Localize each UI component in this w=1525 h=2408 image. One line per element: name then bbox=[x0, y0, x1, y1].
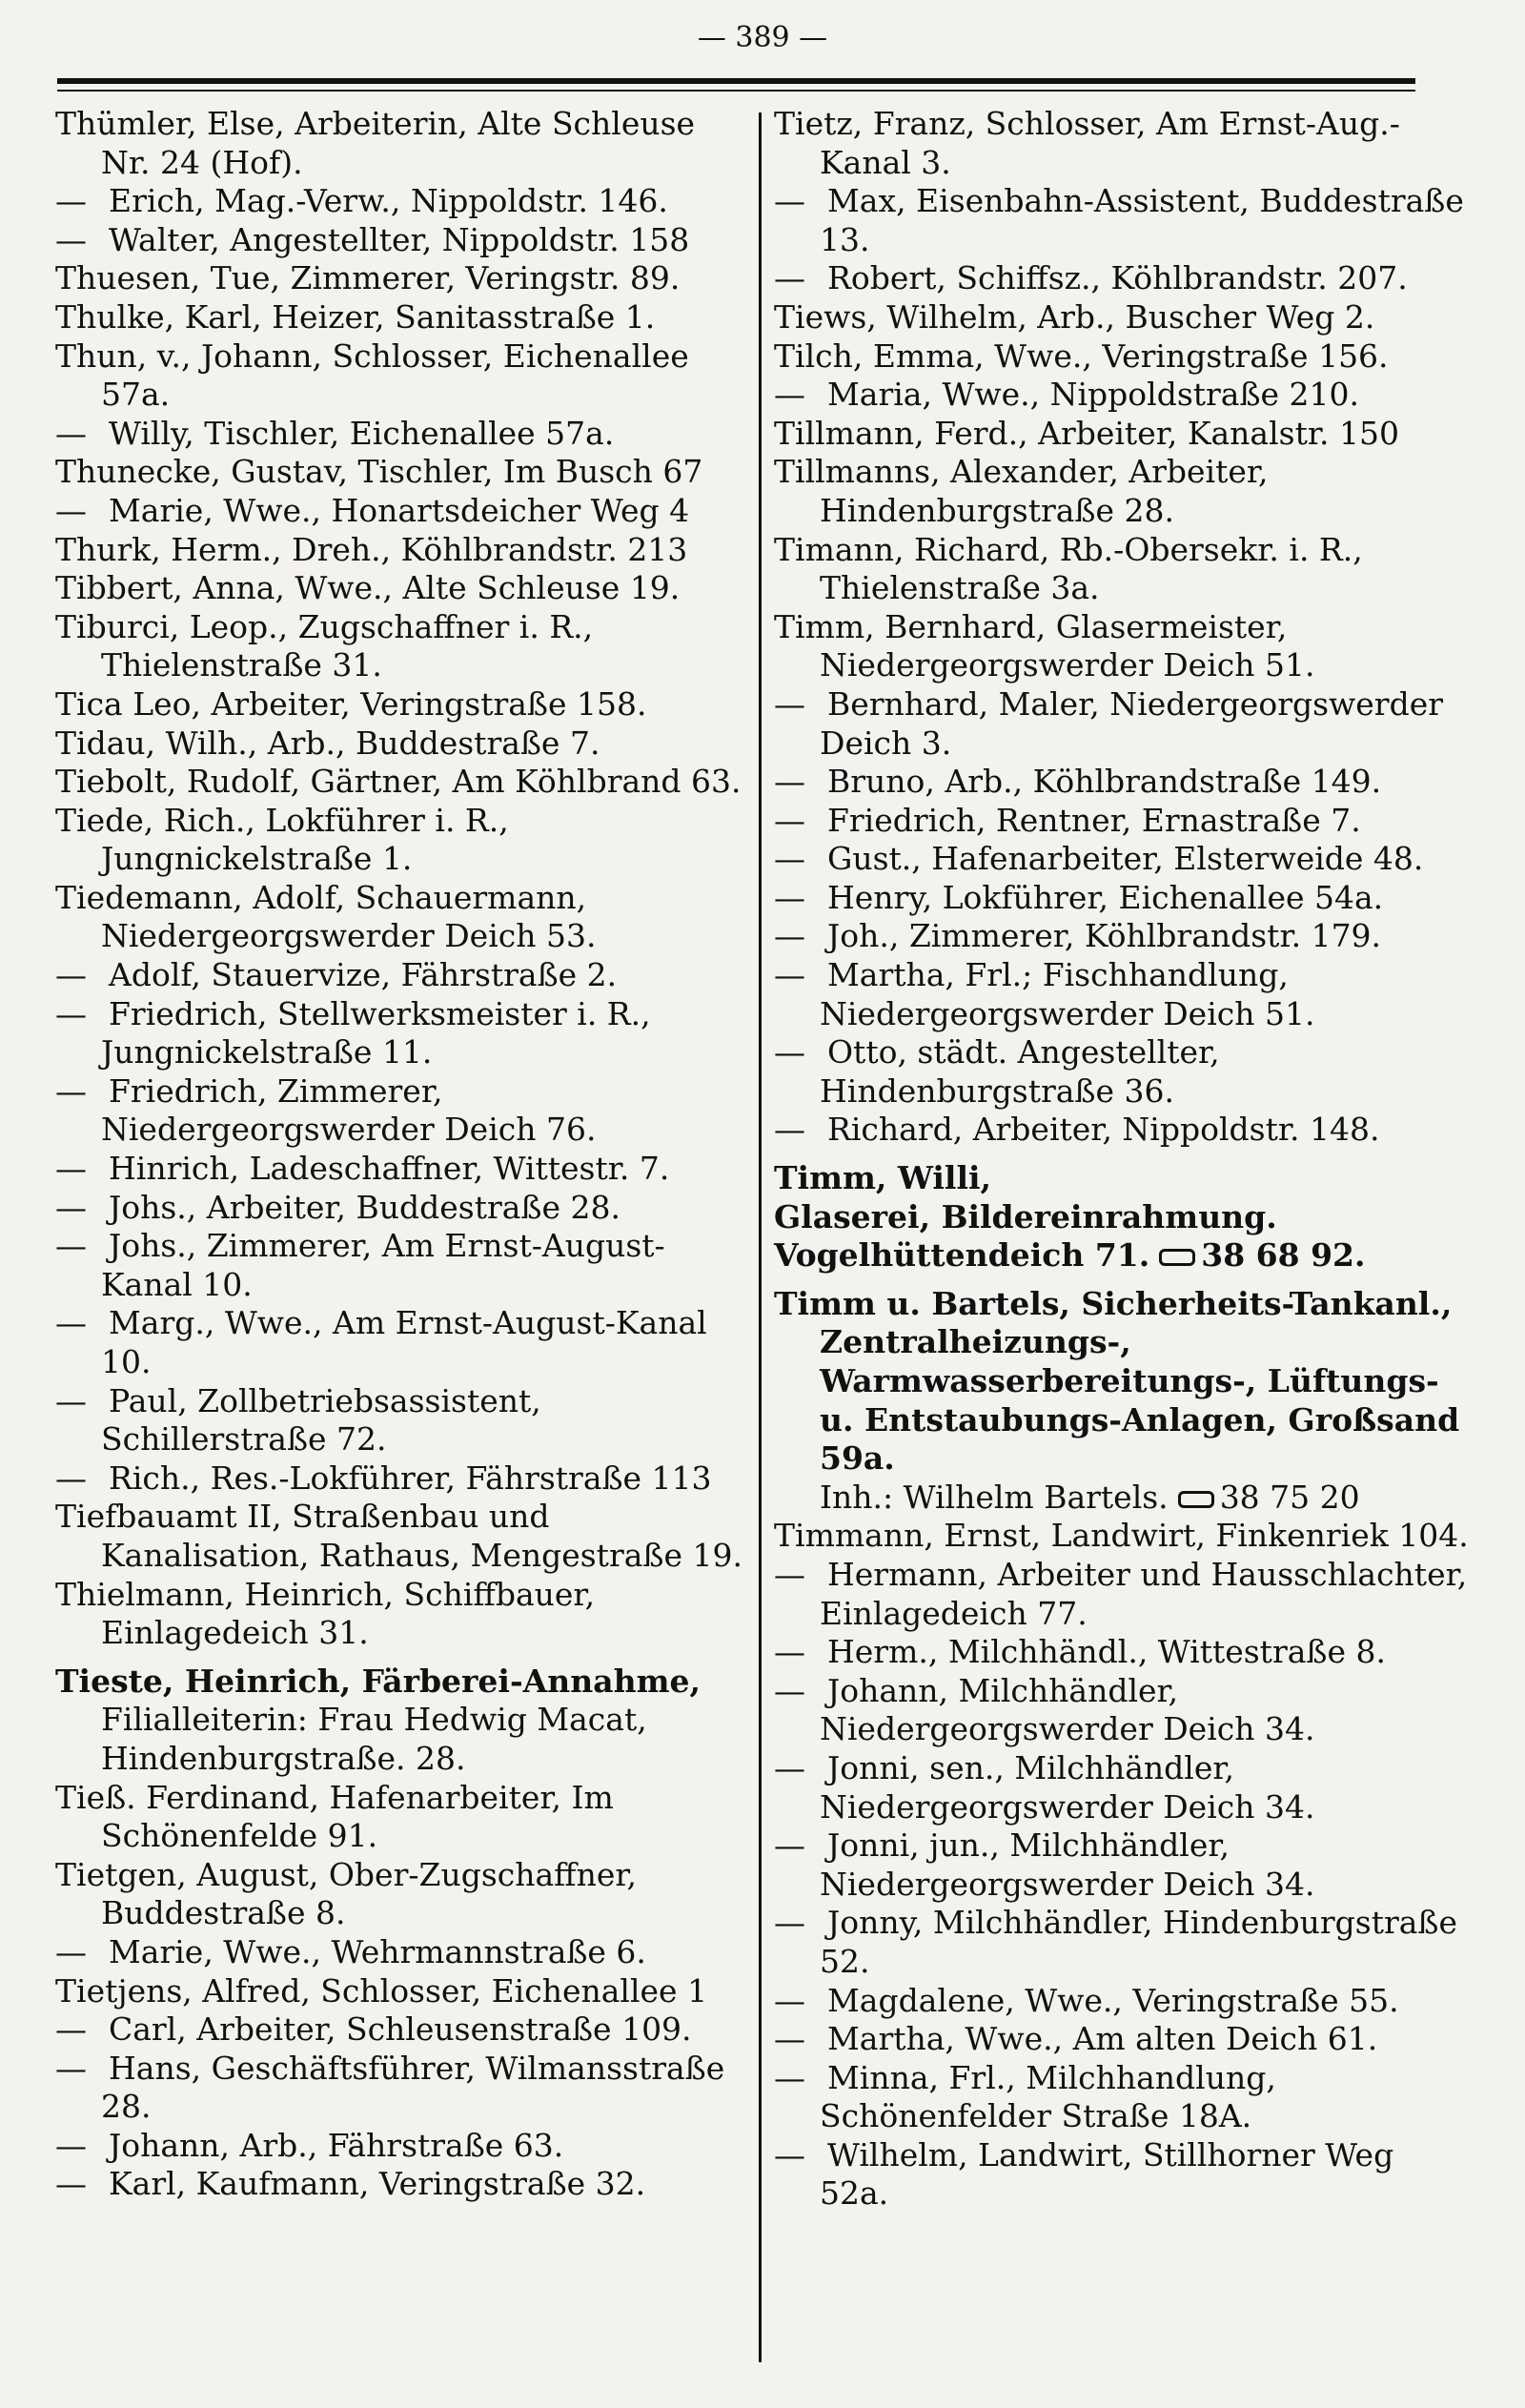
directory-entry bbox=[774, 1159, 1470, 1275]
directory-entry bbox=[774, 763, 1470, 802]
directory-entry bbox=[774, 298, 1470, 337]
entry-text: Thurk, Herm., Dreh., Köhlbrandstr. 213 bbox=[55, 530, 688, 568]
directory-entry bbox=[774, 1111, 1470, 1150]
entry-text: Johs., Zimmerer, Am Ernst-August-Kanal 10. bbox=[101, 1227, 665, 1303]
entry-text: Max, Eisenbahn-Assistent, Buddestraße 13. bbox=[820, 182, 1464, 258]
entry-text: Marie, Wwe., Wehrmannstraße 6. bbox=[109, 1932, 646, 1970]
repeat-dash: — bbox=[774, 259, 805, 297]
repeat-dash: — bbox=[55, 1381, 87, 1419]
directory-entry bbox=[774, 337, 1470, 377]
entry-text: Friedrich, Zimmerer, Niedergeorgswerder Deich 76. bbox=[101, 1071, 597, 1149]
repeat-dash: — bbox=[774, 1633, 805, 1671]
repeat-dash: — bbox=[774, 1671, 805, 1709]
left-column bbox=[55, 105, 751, 2204]
entry-text: Johann, Milchhändler, Niedergeorgswerder Deich 34. bbox=[820, 1671, 1315, 1748]
right-column bbox=[774, 105, 1470, 2214]
entry-text: Adolf, Stauervize, Fährstraße 2. bbox=[109, 956, 618, 994]
repeat-dash: — bbox=[774, 1981, 805, 2019]
entry-text: Marg., Wwe., Am Ernst-August-Kanal 10. bbox=[101, 1304, 707, 1380]
entry-text: Hinrich, Ladeschaffner, Wittestr. 7. bbox=[109, 1150, 670, 1188]
directory-entry bbox=[55, 685, 751, 724]
entry-text: Willy, Tischler, Eichenallee 57a. bbox=[109, 414, 615, 452]
directory-entry bbox=[774, 1826, 1470, 1904]
entry-text: Tiburci, Leop., Zugschaffner i. R., Thielenstraße 31. bbox=[55, 607, 594, 684]
directory-entry bbox=[55, 531, 751, 570]
directory-entry bbox=[774, 182, 1470, 259]
directory-entry bbox=[55, 259, 751, 298]
entry-text: Tiebolt, Rudolf, Gärtner, Am Köhlbrand 63. bbox=[55, 763, 742, 801]
directory-entry bbox=[774, 2136, 1470, 2214]
repeat-dash: — bbox=[55, 1459, 87, 1497]
directory-entry bbox=[55, 337, 751, 415]
header-rule-thin bbox=[57, 90, 1415, 92]
entry-text: Henry, Lokführer, Eichenallee 54a. bbox=[827, 878, 1384, 916]
entry-text: Magdalene, Wwe., Veringstraße 55. bbox=[827, 1981, 1399, 2019]
directory-entry bbox=[774, 1633, 1470, 1672]
directory-entry bbox=[774, 2059, 1470, 2136]
entry-text: Johann, Arb., Fährstraße 63. bbox=[109, 2126, 564, 2164]
phone-number: 38 75 20 bbox=[1219, 1478, 1360, 1516]
directory-entry bbox=[55, 453, 751, 492]
entry-text: Tiede, Rich., Lokführer i. R., Jungnickelstraße 1. bbox=[55, 801, 509, 878]
entry-business: Glaserei, Bildereinrahmung. bbox=[774, 1197, 1277, 1235]
entry-text: Rich., Res.-Lokführer, Fährstraße 113 bbox=[109, 1459, 712, 1497]
entry-text: Wilhelm, Landwirt, Stillhorner Weg 52a. bbox=[820, 2135, 1394, 2213]
directory-entry bbox=[774, 1285, 1470, 1518]
directory-entry bbox=[55, 995, 751, 1072]
directory-entry bbox=[55, 1498, 751, 1575]
repeat-dash: — bbox=[774, 840, 805, 878]
repeat-dash: — bbox=[774, 1826, 805, 1865]
column-divider bbox=[759, 112, 762, 2362]
directory-entry bbox=[55, 1972, 751, 2011]
directory-entry bbox=[774, 1033, 1470, 1111]
repeat-dash: — bbox=[774, 1748, 805, 1786]
directory-entry bbox=[774, 415, 1470, 454]
entry-text: Herm., Milchhändl., Wittestraße 8. bbox=[827, 1633, 1386, 1671]
directory-entry bbox=[55, 1933, 751, 1972]
directory-entry bbox=[55, 608, 751, 685]
entry-text: Thuesen, Tue, Zimmerer, Veringstr. 89. bbox=[55, 259, 681, 297]
directory-entry bbox=[774, 917, 1470, 956]
repeat-dash: — bbox=[774, 2020, 805, 2058]
entry-text: Tieß. Ferdinand, Hafenarbeiter, Im Schönenfelde 91. bbox=[55, 1778, 614, 1855]
repeat-dash: — bbox=[774, 1033, 805, 1071]
entry-text: Tietgen, August, Ober-Zugschaffner, Buddestraße 8. bbox=[55, 1855, 638, 1932]
directory-entry bbox=[55, 1150, 751, 1189]
repeat-dash: — bbox=[774, 1555, 805, 1593]
directory-entry bbox=[55, 1227, 751, 1304]
repeat-dash: — bbox=[774, 801, 805, 839]
directory-entry bbox=[774, 840, 1470, 879]
directory-entry bbox=[774, 1556, 1470, 1633]
directory-entry bbox=[55, 182, 751, 221]
directory-entry bbox=[774, 1749, 1470, 1826]
entry-text: Bernhard, Maler, Niedergeorgswerder Deich 3. bbox=[820, 684, 1444, 762]
directory-entry bbox=[774, 956, 1470, 1033]
repeat-dash: — bbox=[55, 1071, 87, 1110]
entry-text: Tillmann, Ferd., Arbeiter, Kanalstr. 150 bbox=[774, 414, 1399, 452]
entry-text: Otto, städt. Angestellter, Hindenburgstraße 36. bbox=[820, 1033, 1220, 1110]
entry-text: Thun, v., Johann, Schlosser, Eichenallee 57a. bbox=[55, 337, 689, 414]
repeat-dash: — bbox=[55, 182, 87, 220]
entry-text: Timm, Willi, bbox=[774, 1159, 992, 1197]
entry-text: Paul, Zollbetriebsassistent, Schillerstraße 72. bbox=[101, 1381, 541, 1459]
directory-entry bbox=[774, 1672, 1470, 1749]
directory-entry bbox=[774, 879, 1470, 918]
entry-text: Thümler, Else, Arbeiterin, Alte Schleuse Nr. 24 (Hof). bbox=[55, 105, 696, 181]
directory-entry bbox=[774, 802, 1470, 841]
entry-text: Bruno, Arb., Köhlbrandstraße 149. bbox=[827, 763, 1382, 801]
directory-entry bbox=[55, 1576, 751, 1653]
directory-entry bbox=[774, 453, 1470, 530]
entry-text: Karl, Kaufmann, Veringstraße 32. bbox=[109, 2165, 646, 2203]
repeat-dash: — bbox=[55, 956, 87, 994]
repeat-dash: — bbox=[55, 2010, 87, 2049]
repeat-dash: — bbox=[774, 2058, 805, 2096]
directory-entry bbox=[55, 2050, 751, 2127]
directory-entry bbox=[55, 2127, 751, 2166]
repeat-dash: — bbox=[774, 376, 805, 414]
entry-text: Jonny, Milchhändler, Hindenburgstraße 52. bbox=[820, 1904, 1457, 1980]
directory-entry bbox=[774, 1517, 1470, 1556]
directory-entry bbox=[55, 415, 751, 454]
directory-entry bbox=[774, 531, 1470, 608]
entry-text: Jonni, sen., Milchhändler, Niedergeorgswerder Deich 34. bbox=[820, 1748, 1315, 1826]
entry-text: Tillmanns, Alexander, Arbeiter, Hindenburgstraße 28. bbox=[774, 453, 1269, 529]
entry-text: Maria, Wwe., Nippoldstraße 210. bbox=[827, 376, 1360, 414]
entry-subline bbox=[101, 1701, 751, 1778]
entry-text: Timann, Richard, Rb.-Obersekr. i. R., Thielenstraße 3a. bbox=[774, 530, 1363, 607]
directory-entry bbox=[55, 1382, 751, 1459]
entry-text: Gust., Hafenarbeiter, Elsterweide 48. bbox=[827, 840, 1424, 878]
page-number: — 389 — bbox=[697, 21, 828, 54]
directory-entry bbox=[774, 376, 1470, 415]
entry-text: Timmann, Ernst, Landwirt, Finkenriek 104. bbox=[774, 1517, 1469, 1555]
entry-text: Richard, Arbeiter, Nippoldstr. 148. bbox=[827, 1111, 1380, 1149]
entry-text: Tietjens, Alfred, Schlosser, Eichenallee 1 bbox=[55, 1971, 708, 2010]
repeat-dash: — bbox=[55, 1188, 87, 1226]
directory-entry bbox=[55, 1072, 751, 1150]
repeat-dash: — bbox=[774, 763, 805, 801]
directory-entry bbox=[774, 259, 1470, 298]
directory-entry bbox=[55, 1459, 751, 1499]
entry-text: Marie, Wwe., Honartsdeicher Weg 4 bbox=[109, 491, 690, 529]
entry-text: Minna, Frl., Milchhandlung, Schönenfelder Straße 18A. bbox=[820, 2058, 1276, 2135]
entry-text: Thunecke, Gustav, Tischler, Im Busch 67 bbox=[55, 453, 703, 491]
directory-entry bbox=[55, 1779, 751, 1856]
entry-text: Walter, Angestellter, Nippoldstr. 158 bbox=[109, 220, 690, 258]
entry-text: Timm u. Bartels, Sicherheits-Tankanl., Zentralheizungs-, Warmwasserbereitungs-, Lüftungs- u. Entstaubungs-Anlagen, Großsand 59a. bbox=[774, 1284, 1460, 1478]
repeat-dash: — bbox=[55, 1227, 87, 1265]
directory-entry bbox=[55, 956, 751, 995]
entry-text: Hermann, Arbeiter und Hausschlachter, Einlagedeich 77. bbox=[820, 1555, 1468, 1632]
entry-text: Friedrich, Rentner, Ernastraße 7. bbox=[827, 801, 1361, 839]
entry-text: Martha, Frl.; Fischhandlung, Niedergeorgswerder Deich 51. bbox=[820, 956, 1315, 1032]
directory-entry bbox=[774, 608, 1470, 685]
directory-entry bbox=[55, 298, 751, 337]
entry-text: Tilch, Emma, Wwe., Veringstraße 156. bbox=[774, 337, 1389, 375]
directory-entry bbox=[55, 2165, 751, 2204]
entry-address bbox=[774, 1236, 1470, 1275]
directory-entry bbox=[774, 685, 1470, 763]
repeat-dash: — bbox=[55, 1304, 87, 1342]
entry-text: Robert, Schiffsz., Köhlbrandstr. 207. bbox=[827, 259, 1408, 297]
entry-text: Tibbert, Anna, Wwe., Alte Schleuse 19. bbox=[55, 569, 681, 607]
repeat-dash: — bbox=[55, 2165, 87, 2203]
repeat-dash: — bbox=[55, 2126, 87, 2164]
entry-text: Friedrich, Stellwerksmeister i. R., Jungnickelstraße 11. bbox=[101, 994, 651, 1071]
phone-number: 38 68 92. bbox=[1201, 1236, 1366, 1275]
directory-entry bbox=[774, 1982, 1470, 2021]
entry-subline-text: Inh.: Wilhelm Bartels. bbox=[820, 1478, 1169, 1516]
entry-subline-text: Filialleiterin: Frau Hedwig Macat, Hindenburgstraße. 28. bbox=[101, 1701, 647, 1777]
repeat-dash: — bbox=[55, 994, 87, 1032]
repeat-dash: — bbox=[774, 1904, 805, 1942]
directory-entry bbox=[55, 879, 751, 956]
directory-entry bbox=[55, 492, 751, 531]
directory-entry bbox=[774, 2020, 1470, 2059]
telephone-icon bbox=[1178, 1491, 1214, 1508]
header-rule bbox=[57, 78, 1415, 84]
directory-entry bbox=[55, 1663, 751, 1779]
entry-text: Thulke, Karl, Heizer, Sanitasstraße 1. bbox=[55, 297, 656, 336]
entry-text: Tiefbauamt II, Straßenbau und Kanalisation, Rathaus, Mengestraße 19. bbox=[55, 1498, 742, 1574]
entry-text: Erich, Mag.-Verw., Nippoldstr. 146. bbox=[109, 182, 668, 220]
repeat-dash: — bbox=[774, 917, 805, 955]
entry-text: Tietz, Franz, Schlosser, Am Ernst-Aug.-Kanal 3. bbox=[774, 105, 1400, 181]
repeat-dash: — bbox=[774, 182, 805, 220]
entry-text: Tieste, Heinrich, Färberei-Annahme, bbox=[55, 1662, 702, 1700]
repeat-dash: — bbox=[55, 1150, 87, 1188]
repeat-dash: — bbox=[774, 2135, 805, 2173]
entry-text: Carl, Arbeiter, Schleusenstraße 109. bbox=[109, 2010, 692, 2049]
directory-entry bbox=[774, 1904, 1470, 1981]
entry-text: Tidau, Wilh., Arb., Buddestraße 7. bbox=[55, 724, 600, 762]
directory-entry bbox=[55, 724, 751, 764]
directory-entry bbox=[55, 763, 751, 802]
entry-address-text: Vogelhüttendeich 71. bbox=[774, 1236, 1150, 1275]
entry-text: Johs., Arbeiter, Buddestraße 28. bbox=[109, 1188, 620, 1226]
repeat-dash: — bbox=[774, 684, 805, 723]
telephone-icon bbox=[1159, 1249, 1195, 1266]
entry-text: Martha, Wwe., Am alten Deich 61. bbox=[827, 2020, 1378, 2058]
entry-text: Timm, Bernhard, Glasermeister, Niedergeorgswerder Deich 51. bbox=[774, 607, 1315, 684]
repeat-dash: — bbox=[774, 956, 805, 994]
entry-text: Tiews, Wilhelm, Arb., Buscher Weg 2. bbox=[774, 297, 1375, 336]
repeat-dash: — bbox=[55, 2049, 87, 2087]
entry-text: Hans, Geschäftsführer, Wilmansstraße 28. bbox=[101, 2049, 725, 2126]
directory-entry bbox=[55, 2010, 751, 2050]
repeat-dash: — bbox=[774, 878, 805, 916]
directory-entry bbox=[55, 1304, 751, 1381]
entry-text: Tiedemann, Adolf, Schauermann, Niedergeorgswerder Deich 53. bbox=[55, 878, 597, 955]
entry-text: Joh., Zimmerer, Köhlbrandstr. 179. bbox=[827, 917, 1382, 955]
directory-entry bbox=[55, 802, 751, 879]
repeat-dash: — bbox=[55, 414, 87, 452]
repeat-dash: — bbox=[774, 1111, 805, 1149]
entry-text: Tica Leo, Arbeiter, Veringstraße 158. bbox=[55, 684, 647, 723]
directory-entry bbox=[55, 1856, 751, 1933]
repeat-dash: — bbox=[55, 491, 87, 529]
directory-entry bbox=[55, 105, 751, 182]
directory-entry bbox=[774, 105, 1470, 182]
directory-entry bbox=[55, 221, 751, 260]
entry-text: Jonni, jun., Milchhändler, Niedergeorgswerder Deich 34. bbox=[820, 1826, 1315, 1903]
directory-entry bbox=[55, 1189, 751, 1228]
entry-text: Thielmann, Heinrich, Schiffbauer, Einlagedeich 31. bbox=[55, 1575, 596, 1652]
repeat-dash: — bbox=[55, 1932, 87, 1970]
repeat-dash: — bbox=[55, 220, 87, 258]
directory-entry bbox=[55, 569, 751, 608]
entry-subline bbox=[820, 1479, 1470, 1518]
